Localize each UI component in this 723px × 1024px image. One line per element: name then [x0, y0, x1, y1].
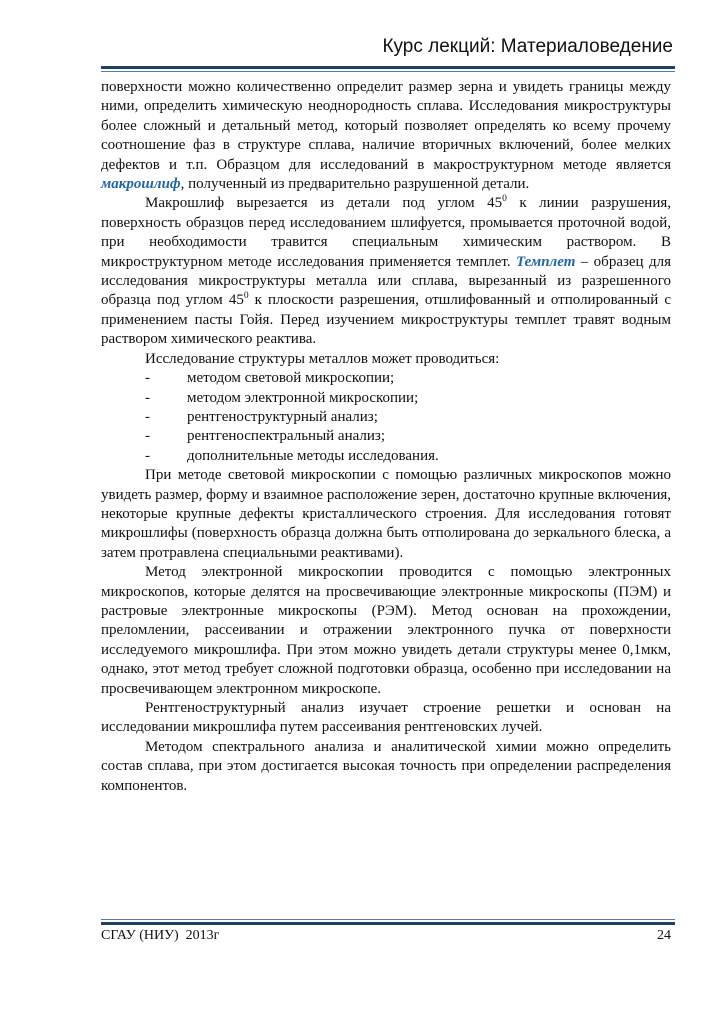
list-item: - рентгеноспектральный анализ;: [101, 427, 671, 446]
paragraph-3: Исследование структуры металлов может проводиться:: [145, 350, 500, 367]
degree-superscript: 0: [502, 194, 507, 205]
paragraph-7: Методом спектрального анализа и аналитической химии можно определить состав сплава, при этом достигается высокая точность при определении распределения компонентов.: [101, 738, 671, 794]
list-dash: -: [145, 389, 150, 406]
paragraph-1: поверхности можно количественно определит размер зерна и увидеть границы между ними, определить химическую неоднородность сплава. Исследования микроструктуры более сложный и детальный метод, который позволяет определять ко всему прочему соотношение фаз в структуре сплава, наличие вторичных включений, более мелких дефектов и т.п. Образцом для исследований в макроструктурном методе является макрошлиф, полученный из предварительно разрушенной детали.: [101, 79, 671, 193]
term-templet: Темплет: [516, 253, 576, 270]
paragraph-6: Рентгеноструктурный анализ изучает строение решетки и основан на исследовании микрошлифа путем рассеивания рентгеновских лучей.: [101, 700, 671, 736]
list-item: - дополнительные методы исследования.: [101, 447, 671, 466]
list-dash: -: [145, 447, 150, 464]
footer-rule-thick: [101, 922, 675, 925]
running-header-title: Курс лекций: Материаловедение: [382, 36, 673, 57]
footer-rule-thin: [101, 919, 675, 920]
list-dash: -: [145, 408, 150, 425]
list-item: - методом электронной микроскопии;: [101, 389, 671, 408]
methods-list: [101, 369, 671, 466]
term-makroshlif: макрошлиф: [101, 176, 181, 193]
header-rule-thin: [101, 71, 675, 72]
degree-superscript: 0: [243, 291, 249, 302]
header-rule-thick: [101, 66, 675, 69]
list-dash: -: [145, 428, 150, 445]
paragraph-4: При методе световой микроскопии с помощью различных микроскопов можно увидеть размер, форму и взаимное расположение зерен, достаточно крупные включения, некоторые крупные дефекты кристаллического строения. Для исследования готовят микрошлифы (поверхность образца должна быть отполирована до зеркального блеска, а затем протравлена специальными реактивами).: [101, 467, 671, 561]
list-item: - методом световой микроскопии;: [101, 369, 671, 388]
footer-publisher: СГАУ (НИУ) 2013г: [101, 928, 220, 943]
page-body: [101, 78, 671, 796]
paragraph-2: Макрошлиф вырезается из детали под углом $45^0$ к линии разрушения, поверхность образцов перед исследованием шлифуется, промывается проточной водой, при необходимости травится специальным химическим раствором. В микроструктурном методе исследования применяется темплет. Темплет – образец для исследования микроструктуры металла или сплава, вырезанный из разрешенного образца под углом $45^0$ к плоскости разрешения, отшлифованный и отполированный с применением пасты Гойя. Перед изучением микроструктуры темплет травят водным раствором химического реактива.: [101, 194, 672, 348]
page-number: 24: [657, 928, 671, 943]
list-dash: -: [145, 370, 150, 387]
paragraph-5: Метод электронной микроскопии проводится с помощью электронных микроскопов, которые делятся на просвечивающие электронные микроскопы (ПЭМ) и растровые электронные микроскопы (РЭМ). Метод основан на прохождении, преломлении, рассеивании и отражении электронного пучка от поверхности исследуемого микрошлифа. При этом можно увидеть детали структуры менее 0,1мкм, однако, этот метод требует сложной подготовки образца, особенно при исследовании на просвечивающем электронном микроскопе.: [101, 564, 671, 697]
list-item: - рентгеноструктурный анализ;: [101, 408, 671, 427]
